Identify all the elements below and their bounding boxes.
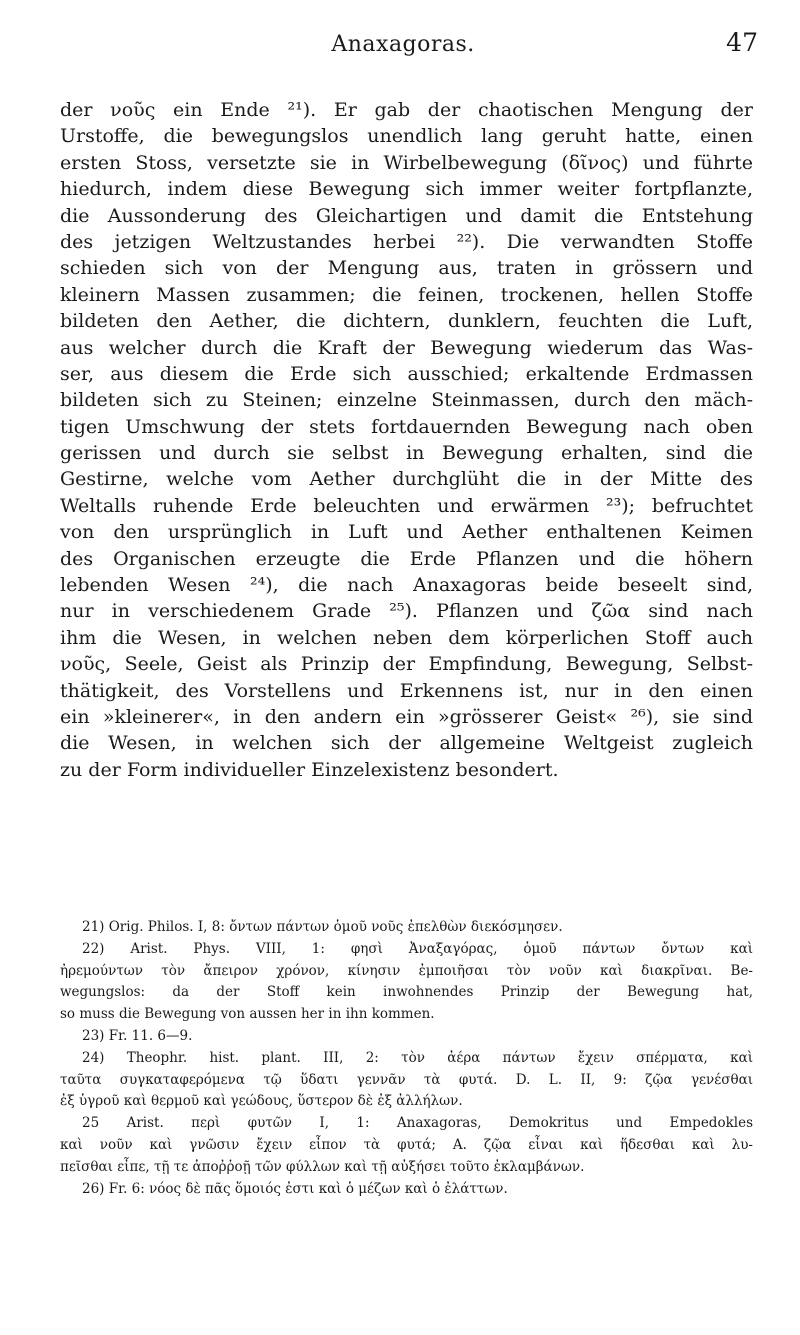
text-line: des jetzigen Weltzustandes herbei ²²). Die verwandten Stoffe <box>60 230 753 253</box>
text-line: ein »kleinerer«, in den andern ein »grösserer Geist« ²⁶), sie sind <box>60 705 753 728</box>
text-line: ersten Stoss, versetzte sie in Wirbelbewegung (δῖνος) und führte <box>60 151 753 174</box>
text-line: ser, aus diesem die Erde sich ausschied; erkaltende Erdmassen <box>60 362 753 385</box>
text-line: von den ursprünglich in Luft und Aether enthaltenen Keimen <box>60 521 753 544</box>
running-title: Anaxagoras. <box>331 32 475 57</box>
footnote-line: ταῦτα συγκαταφερόμενα τῷ ὕδατι γεννᾶν τὰ φυτά. D. L. II, 9: ζῷα γενέσθαι <box>60 1071 753 1088</box>
text-line: hiedurch, indem diese Bewegung sich immer weiter fortpflanzte, <box>60 178 753 201</box>
text-line: Weltalls ruhende Erde beleuchten und erwärmen ²³); befruchtet <box>60 494 753 517</box>
text-line: zu der Form individueller Einzelexistenz besondert. <box>60 758 559 781</box>
text-line: tigen Umschwung der stets fortdauernden Bewegung nach oben <box>60 415 753 438</box>
text-line: Gestirne, welche vom Aether durchglüht die in der Mitte des <box>60 468 753 491</box>
text-line: aus welcher durch die Kraft der Bewegung wiederum das Was- <box>60 336 753 359</box>
text-line: thätigkeit, des Vorstellens und Erkennens ist, nur in den einen <box>60 679 753 702</box>
footnote-line: καὶ νοῦν καὶ γνῶσιν ἔχειν εἶπον τὰ φυτά; A. ζῷα εἶναι καὶ ἥδεσθαι καὶ λυ- <box>60 1136 753 1153</box>
text-line: lebenden Wesen ²⁴), die nach Anaxagoras beide beseelt sind, <box>60 574 753 597</box>
page-header <box>40 28 758 68</box>
footnote-line: so muss die Bewegung von aussen her in ihn kommen. <box>60 1006 435 1023</box>
page-number: 47 <box>726 28 758 57</box>
footnote-line: 25 Arist. περὶ φυτῶν I, 1: Anaxagoras, Demokritus und Empedokles <box>82 1115 753 1132</box>
text-line: des Organischen erzeugte die Erde Pflanzen und die höhern <box>60 547 753 570</box>
footnote-line: 23) Fr. 11. 6—9. <box>82 1027 193 1044</box>
main-text <box>60 97 753 783</box>
footnote-line: 26) Fr. 6: νόος δὲ πᾶς ὅμοιός ἐστι καὶ ὁ μέζων καὶ ὁ ἐλάττων. <box>82 1180 508 1197</box>
footnote-line: πεῖσθαι εἶπε, τῇ τε ἀποῤῥοῇ τῶν φύλλων καὶ τῇ αὐξήσει τοῦτο ἐκλαμβάνων. <box>60 1158 585 1175</box>
text-line: der νοῦς ein Ende ²¹). Er gab der chaotischen Mengung der <box>60 99 753 121</box>
text-line: die Aussonderung des Gleichartigen und damit die Entstehung <box>60 204 753 227</box>
footnote-line: 24) Theophr. hist. plant. III, 2: τὸν ἀέρα πάντων ἔχειν σπέρματα, καὶ <box>82 1049 753 1066</box>
text-line: bildeten sich zu Steinen; einzelne Steinmassen, durch den mäch- <box>60 389 753 412</box>
text-line: ihm die Wesen, in welchen neben dem körperlichen Stoff auch <box>60 626 753 649</box>
footnotes <box>60 917 753 1200</box>
text-line: νοῦς, Seele, Geist als Prinzip der Empfindung, Bewegung, Selbst- <box>60 653 753 676</box>
text-line: nur in verschiedenem Grade ²⁵). Pflanzen und ζῶα sind nach <box>60 600 753 623</box>
text-line: bildeten den Aether, die dichtern, dunklern, feuchten die Luft, <box>60 310 753 333</box>
footnote-line: ἐξ ὑγροῦ καὶ θερμοῦ καὶ γεώδους, ὕστερον δὲ ἐξ ἀλλήλων. <box>60 1093 463 1110</box>
footnote-line: 22) Arist. Phys. VIII, 1: φησὶ Ἀναξαγόρας, ὁμοῦ πάντων ὄντων καὶ <box>82 940 753 957</box>
footnote-line: wegungslos: da der Stoff kein inwohnendes Prinzip der Bewegung hat, <box>60 984 753 1001</box>
text-line: die Wesen, in welchen sich der allgemeine Weltgeist zugleich <box>60 732 753 755</box>
text-line: kleinern Massen zusammen; die feinen, trockenen, hellen Stoffe <box>60 283 753 306</box>
footnote-line: ἠρεμούντων τὸν ἄπειρον χρόνον, κίνησιν ἐμποιῆσαι τὸν νοῦν καὶ διακρῖναι. Be- <box>60 962 753 979</box>
text-line: schieden sich von der Mengung aus, traten in grössern und <box>60 257 753 280</box>
text-line: gerissen und durch sie selbst in Bewegung erhalten, sind die <box>60 442 753 465</box>
text-line: Urstoffe, die bewegungslos unendlich lang geruht hatte, einen <box>60 125 753 148</box>
footnote-line: 21) Orig. Philos. I, 8: ὄντων πάντων ὁμοῦ νοῦς ἐπελθὼν διεκόσμησεν. <box>82 919 563 935</box>
